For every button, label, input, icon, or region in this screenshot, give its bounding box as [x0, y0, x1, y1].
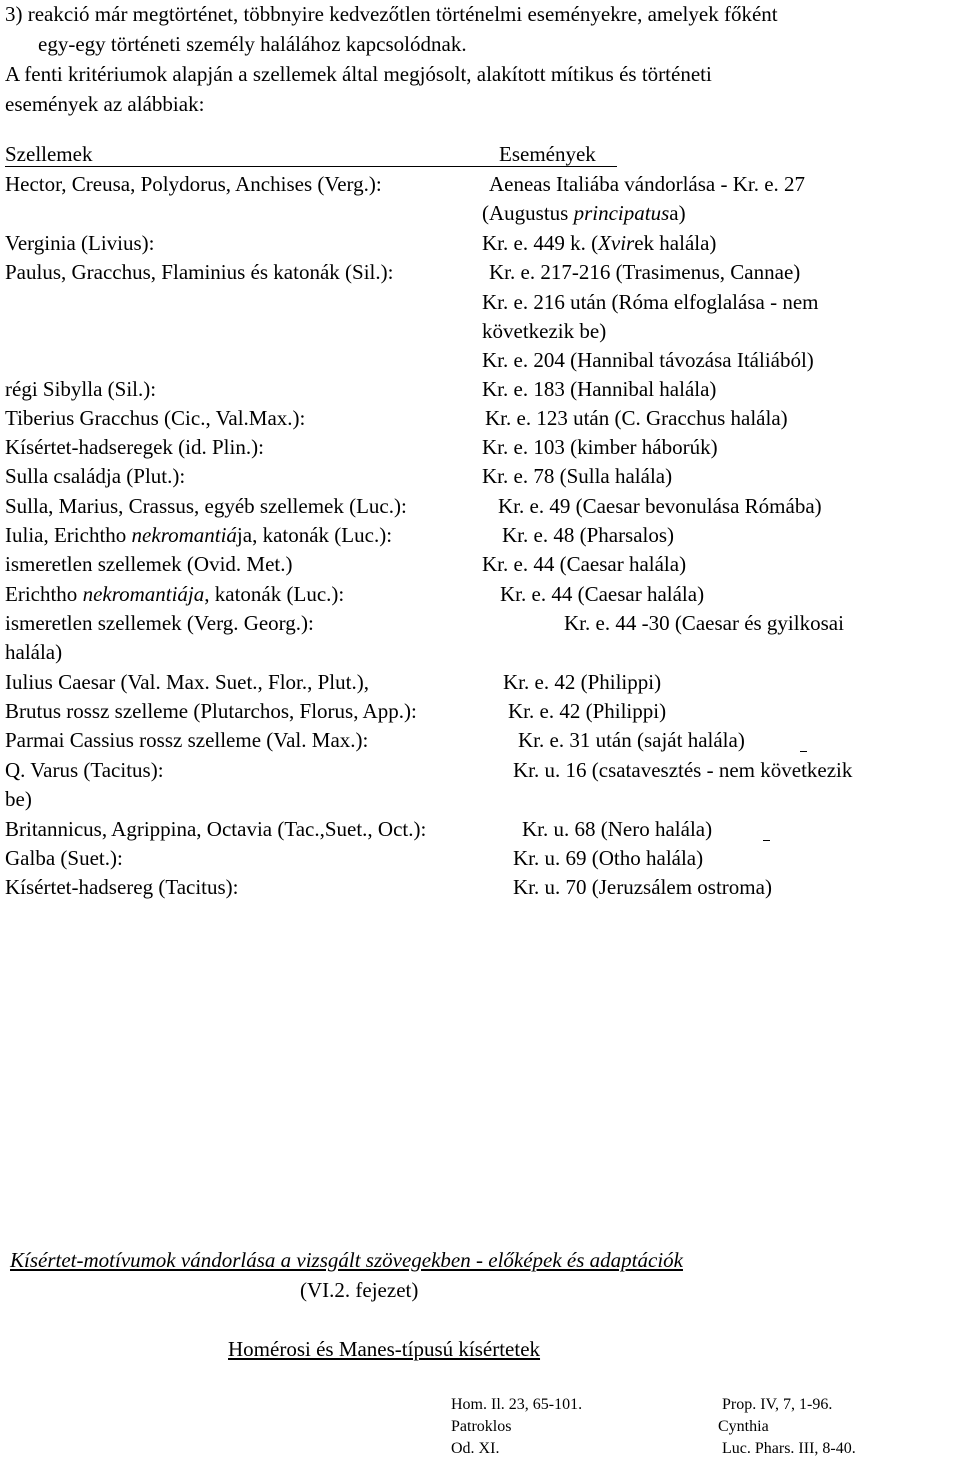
row-right: Kr. e. 48 (Pharsalos): [502, 523, 675, 547]
row-right: következik be): [482, 319, 607, 343]
row-left: Brutus rossz szelleme (Plutarchos, Florus, App.):: [5, 699, 417, 723]
row-left: Paulus, Gracchus, Flaminius és katonák (Sil.):: [5, 260, 394, 284]
row-left: Tiberius Gracchus (Cic., Val.Max.):: [5, 406, 306, 430]
row-left: Galba (Suet.):: [5, 846, 123, 870]
row-right: Kr. e. 42 (Philippi): [508, 699, 667, 723]
row-left: Sulla családja (Plut.):: [5, 464, 186, 488]
row-left: régi Sibylla (Sil.):: [5, 377, 157, 401]
row-right: Kr. e. 449 k. (Xvirek halála): [482, 231, 717, 255]
row-left: Britannicus, Agrippina, Octavia (Tac.,Suet., Oct.):: [5, 817, 427, 841]
row-right: (Augustus principatusa): [482, 201, 686, 225]
intro-line-2: egy-egy történeti személy halálához kapcsolódnak.: [38, 32, 467, 56]
row-left: Q. Varus (Tacitus):: [5, 758, 164, 782]
header-spirits: Szellemek: [5, 142, 93, 166]
ref-right-3: Luc. Phars. III, 8-40.: [722, 1440, 856, 1457]
row-right: Kr. e. 123 után (C. Gracchus halála): [485, 406, 788, 430]
ref-right-1: Prop. IV, 7, 1-96.: [722, 1396, 833, 1413]
row-right: Kr. e. 216 után (Róma elfoglalása - nem: [482, 290, 819, 314]
row-right: Kr. e. 204 (Hannibal távozása Itáliából): [482, 348, 814, 372]
row-right: Kr. e. 78 (Sulla halála): [482, 464, 673, 488]
intro-line-1: 3) reakció már megtörténet, többnyire kedvezőtlen történelmi eseményekre, amelyek főként: [5, 2, 778, 26]
row-left: ismeretlen szellemek (Verg. Georg.):: [5, 611, 314, 635]
stray-underline: [800, 751, 807, 752]
intro-line-4: események az alábbiak:: [5, 92, 205, 116]
ref-left-3: Od. XI.: [451, 1440, 500, 1457]
header-underline: [5, 166, 617, 167]
row-left: ismeretlen szellemek (Ovid. Met.): [5, 552, 293, 576]
row-left: Kísértet-hadseregek (id. Plin.):: [5, 435, 264, 459]
row-left: Iulius Caesar (Val. Max. Suet., Flor., Plut.),: [5, 670, 369, 694]
row-right: Kr. u. 69 (Otho halála): [513, 846, 704, 870]
row-right: Kr. u. 68 (Nero halála): [522, 817, 713, 841]
row-left: Hector, Creusa, Polydorus, Anchises (Verg.):: [5, 172, 382, 196]
chapter-label: (VI.2. fejezet): [300, 1278, 419, 1302]
row-left: halála): [5, 640, 63, 664]
row-right: Kr. u. 70 (Jeruzsálem ostroma): [513, 875, 772, 899]
stray-underline: [763, 840, 770, 841]
row-left: Parmai Cassius rossz szelleme (Val. Max.):: [5, 728, 369, 752]
row-right: Kr. e. 31 után (saját halála): [518, 728, 745, 752]
row-right: Kr. e. 103 (kimber háborúk): [482, 435, 718, 459]
section-title: Kísértet-motívumok vándorlása a vizsgált szövegekben - előképek és adaptációk: [10, 1248, 683, 1272]
row-left: Verginia (Livius):: [5, 231, 155, 255]
row-right: Kr. e. 44 (Caesar halála): [500, 582, 705, 606]
ref-left-2: Patroklos: [451, 1418, 512, 1435]
row-right: Kr. e. 44 -30 (Caesar és gyilkosai: [564, 611, 844, 635]
intro-line-3: A fenti kritériumok alapján a szellemek által megjósolt, alakított mítikus és történeti: [5, 62, 712, 86]
row-right: Aeneas Italiába vándorlása - Kr. e. 27: [489, 172, 806, 196]
ref-right-2: Cynthia: [718, 1418, 769, 1435]
section-subtitle: Homérosi és Manes-típusú kísértetek: [228, 1337, 541, 1361]
row-right: Kr. e. 183 (Hannibal halála): [482, 377, 717, 401]
row-left: be): [5, 787, 32, 811]
ref-left-1: Hom. Il. 23, 65-101.: [451, 1396, 583, 1413]
row-right: Kr. e. 217-216 (Trasimenus, Cannae): [489, 260, 801, 284]
row-left: Erichtho nekromantiája, katonák (Luc.):: [5, 582, 345, 606]
row-right: Kr. e. 49 (Caesar bevonulása Rómába): [498, 494, 822, 518]
header-events: Események: [499, 142, 596, 166]
row-right: Kr. e. 42 (Philippi): [503, 670, 662, 694]
row-left: Iulia, Erichtho nekromantiája, katonák (Luc.):: [5, 523, 393, 547]
row-left: Sulla, Marius, Crassus, egyéb szellemek (Luc.):: [5, 494, 407, 518]
row-right: Kr. e. 44 (Caesar halála): [482, 552, 687, 576]
row-right: Kr. u. 16 (csatavesztés - nem következik: [513, 758, 853, 782]
row-left: Kísértet-hadsereg (Tacitus):: [5, 875, 239, 899]
